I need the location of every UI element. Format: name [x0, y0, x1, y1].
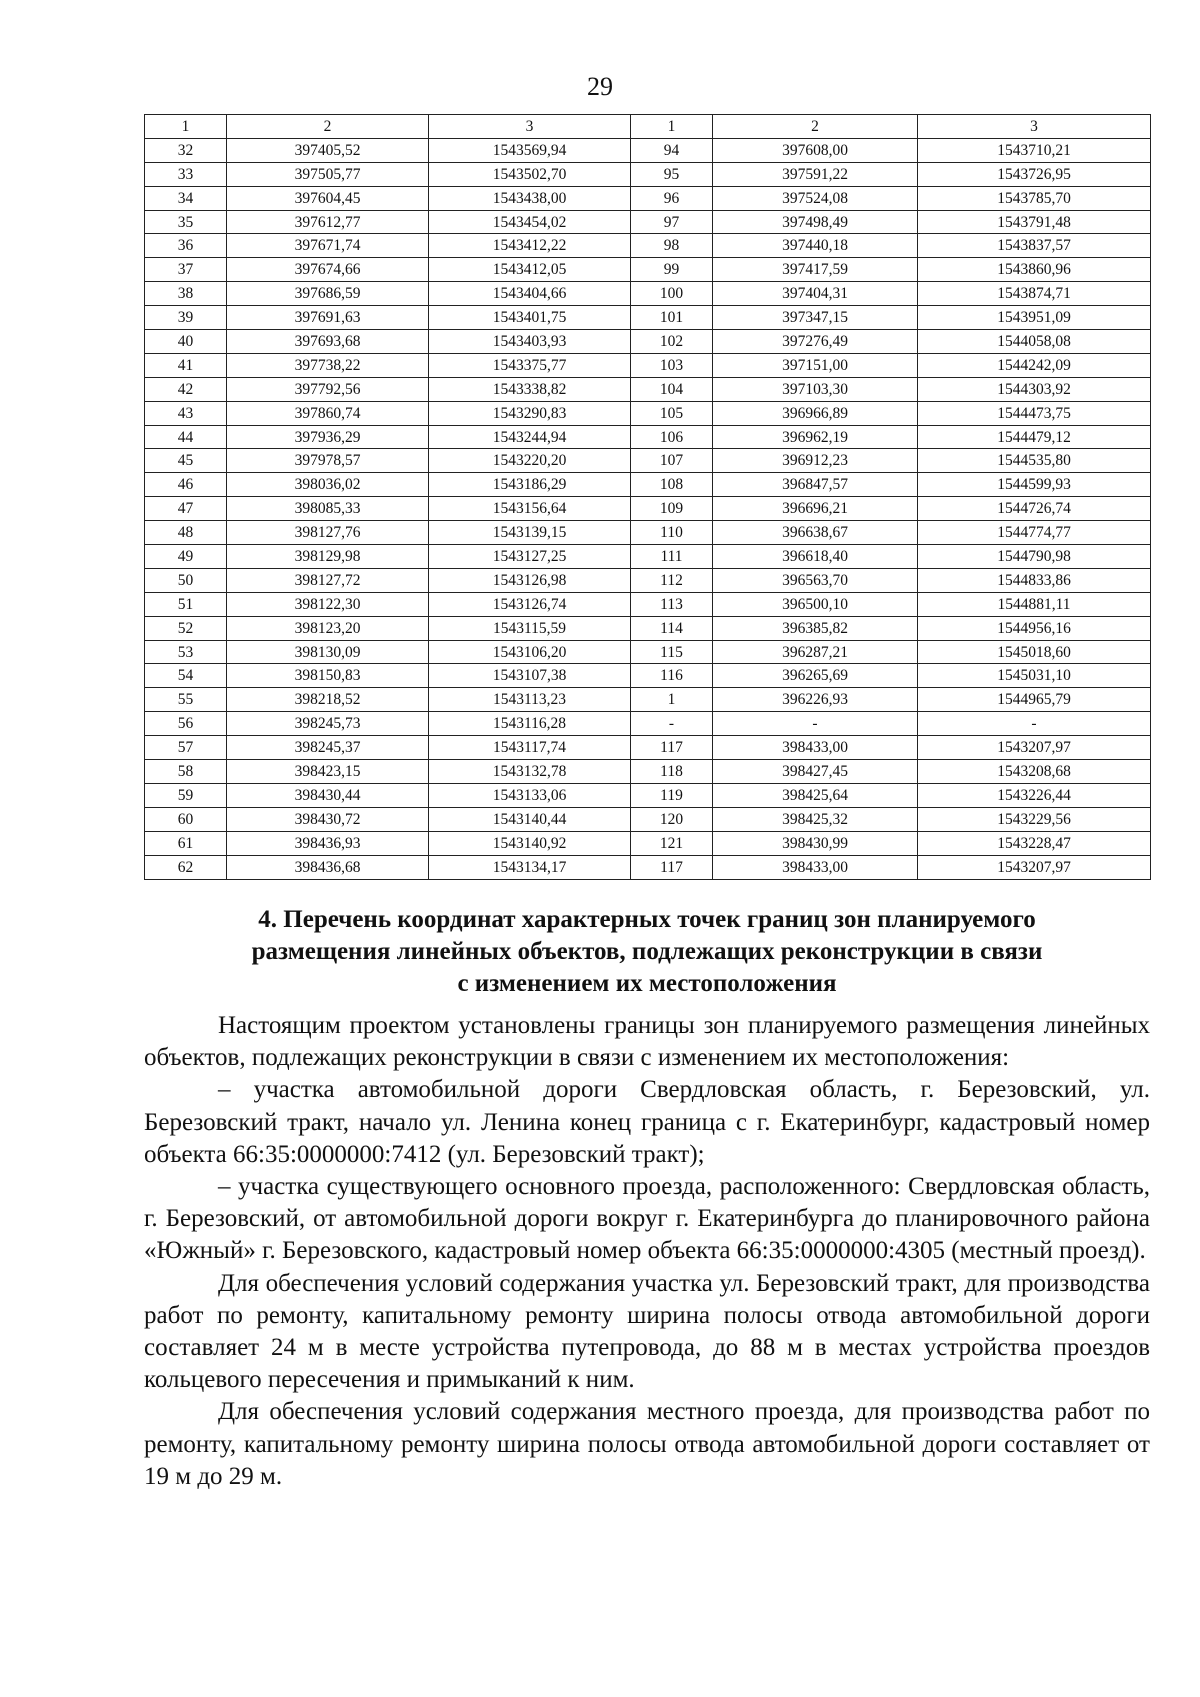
cell-point-number-right: 100	[631, 282, 713, 306]
header-point-number-left: 1	[145, 115, 227, 139]
cell-y-left: 1543127,25	[429, 545, 631, 569]
cell-x-right: 396696,21	[713, 497, 918, 521]
cell-point-number-right: 105	[631, 401, 713, 425]
table-row	[145, 688, 1151, 712]
cell-y-left: 1543140,92	[429, 831, 631, 855]
cell-y-left: 1543133,06	[429, 783, 631, 807]
cell-y-left: 1543126,98	[429, 568, 631, 592]
cell-point-number-left: 55	[145, 688, 227, 712]
cell-point-number-right: 98	[631, 234, 713, 258]
cell-y-left: 1543375,77	[429, 353, 631, 377]
table-row	[145, 330, 1151, 354]
cell-y-right: 1544956,16	[918, 616, 1151, 640]
cell-x-right: 396500,10	[713, 592, 918, 616]
cell-y-left: 1543132,78	[429, 760, 631, 784]
cell-point-number-left: 47	[145, 497, 227, 521]
cell-point-number-left: 41	[145, 353, 227, 377]
cell-x-left: 397693,68	[227, 330, 429, 354]
cell-point-number-right: 96	[631, 186, 713, 210]
cell-y-right: 1544881,11	[918, 592, 1151, 616]
cell-x-right: 396226,93	[713, 688, 918, 712]
cell-point-number-right: 117	[631, 855, 713, 879]
cell-point-number-right: 112	[631, 568, 713, 592]
table-row	[145, 783, 1151, 807]
table-row	[145, 592, 1151, 616]
cell-point-number-right: 119	[631, 783, 713, 807]
cell-y-right: 1543207,97	[918, 855, 1151, 879]
paragraph-intro: Настоящим проектом установлены границы зон планируемого размещения линейных объектов, подлежащих реконструкции в связи с изменением их местоположения:	[144, 1012, 1150, 1072]
table-row	[145, 736, 1151, 760]
cell-y-right: 1544726,74	[918, 497, 1151, 521]
cell-point-number-left: 56	[145, 712, 227, 736]
cell-x-left: 398130,09	[227, 640, 429, 664]
cell-point-number-left: 45	[145, 449, 227, 473]
cell-point-number-left: 53	[145, 640, 227, 664]
cell-y-left: 1543186,29	[429, 473, 631, 497]
cell-y-right: 1544473,75	[918, 401, 1151, 425]
table-row	[145, 855, 1151, 879]
table-row	[145, 807, 1151, 831]
cell-x-right: 397347,15	[713, 306, 918, 330]
cell-y-left: 1543117,74	[429, 736, 631, 760]
cell-y-left: 1543139,15	[429, 521, 631, 545]
table-row	[145, 449, 1151, 473]
table-row	[145, 473, 1151, 497]
table-row	[145, 282, 1151, 306]
cell-point-number-right: 102	[631, 330, 713, 354]
table-row	[145, 401, 1151, 425]
cell-x-right: 396966,89	[713, 401, 918, 425]
cell-x-right: 396962,19	[713, 425, 918, 449]
cell-y-left: 1543156,64	[429, 497, 631, 521]
cell-x-right: 396563,70	[713, 568, 918, 592]
cell-y-left: 1543134,17	[429, 855, 631, 879]
cell-point-number-right: 94	[631, 138, 713, 162]
cell-point-number-left: 60	[145, 807, 227, 831]
cell-x-right: 397417,59	[713, 258, 918, 282]
cell-point-number-left: 33	[145, 162, 227, 186]
cell-x-right: 396912,23	[713, 449, 918, 473]
cell-x-right: 398433,00	[713, 855, 918, 879]
paragraph-road-segment: – участка автомобильной дороги Свердловская область, г. Березовский, ул. Березовский тракт, начало ул. Ленина конец граница с г. Екатеринбург, кадастровый номер объекта 66:35:0000000:7412 (ул. Березовский тракт);	[144, 1076, 1150, 1168]
cell-x-left: 397792,56	[227, 377, 429, 401]
cell-x-left: 398218,52	[227, 688, 429, 712]
table-row	[145, 831, 1151, 855]
cell-y-right: 1543785,70	[918, 186, 1151, 210]
cell-point-number-right: 95	[631, 162, 713, 186]
cell-point-number-right: 108	[631, 473, 713, 497]
cell-x-right: 396385,82	[713, 616, 918, 640]
section-heading-line: 4. Перечень координат характерных точек границ зон планируемого	[258, 906, 1036, 933]
cell-point-number-right: 114	[631, 616, 713, 640]
cell-x-right: -	[713, 712, 918, 736]
cell-y-right: 1543226,44	[918, 783, 1151, 807]
cell-point-number-left: 58	[145, 760, 227, 784]
cell-y-left: 1543244,94	[429, 425, 631, 449]
cell-x-left: 398430,44	[227, 783, 429, 807]
cell-y-right: 1544058,08	[918, 330, 1151, 354]
cell-y-left: 1543403,93	[429, 330, 631, 354]
table-row	[145, 425, 1151, 449]
cell-y-right: 1544479,12	[918, 425, 1151, 449]
cell-point-number-right: 121	[631, 831, 713, 855]
cell-point-number-left: 43	[145, 401, 227, 425]
cell-y-right: 1544535,80	[918, 449, 1151, 473]
section-heading-line: размещения линейных объектов, подлежащих реконструкции в связи	[251, 938, 1043, 965]
cell-point-number-left: 37	[145, 258, 227, 282]
cell-x-left: 398150,83	[227, 664, 429, 688]
cell-point-number-left: 32	[145, 138, 227, 162]
cell-x-left: 397505,77	[227, 162, 429, 186]
cell-x-right: 397440,18	[713, 234, 918, 258]
table-row	[145, 664, 1151, 688]
cell-x-left: 397978,57	[227, 449, 429, 473]
cell-x-left: 397612,77	[227, 210, 429, 234]
cell-x-right: 398425,64	[713, 783, 918, 807]
cell-y-right: 1543229,56	[918, 807, 1151, 831]
section-4	[144, 904, 1150, 1493]
table-row	[145, 545, 1151, 569]
cell-x-left: 398122,30	[227, 592, 429, 616]
cell-point-number-right: 113	[631, 592, 713, 616]
table-row	[145, 712, 1151, 736]
cell-point-number-right: 106	[631, 425, 713, 449]
cell-point-number-right: 111	[631, 545, 713, 569]
cell-x-left: 398123,20	[227, 616, 429, 640]
cell-x-left: 397674,66	[227, 258, 429, 282]
cell-point-number-right: 107	[631, 449, 713, 473]
table-row	[145, 210, 1151, 234]
cell-point-number-left: 61	[145, 831, 227, 855]
cell-point-number-left: 62	[145, 855, 227, 879]
paragraph-passage-width: Для обеспечения условий содержания местного проезда, для производства работ по ремонту, капитальному ремонту ширина полосы отвода автомобильной дороги составляет от 19 м до 29 м.	[144, 1398, 1150, 1490]
cell-x-left: 398245,37	[227, 736, 429, 760]
cell-x-left: 397738,22	[227, 353, 429, 377]
header-point-number-right: 1	[631, 115, 713, 139]
header-x-right: 2	[713, 115, 918, 139]
cell-x-left: 397691,63	[227, 306, 429, 330]
cell-y-left: 1543502,70	[429, 162, 631, 186]
cell-y-right: 1543228,47	[918, 831, 1151, 855]
cell-point-number-left: 54	[145, 664, 227, 688]
cell-y-right: 1543726,95	[918, 162, 1151, 186]
cell-y-left: 1543404,66	[429, 282, 631, 306]
cell-x-right: 398430,99	[713, 831, 918, 855]
cell-x-left: 397604,45	[227, 186, 429, 210]
table-row	[145, 640, 1151, 664]
table-row	[145, 568, 1151, 592]
table-body	[145, 138, 1151, 879]
cell-y-left: 1543401,75	[429, 306, 631, 330]
cell-y-right: 1544303,92	[918, 377, 1151, 401]
cell-point-number-right: 115	[631, 640, 713, 664]
cell-y-left: 1543115,59	[429, 616, 631, 640]
cell-y-left: 1543107,38	[429, 664, 631, 688]
cell-x-right: 398427,45	[713, 760, 918, 784]
cell-y-right: 1543837,57	[918, 234, 1151, 258]
cell-x-left: 398436,68	[227, 855, 429, 879]
cell-point-number-left: 44	[145, 425, 227, 449]
cell-y-right: 1544833,86	[918, 568, 1151, 592]
cell-y-left: 1543290,83	[429, 401, 631, 425]
table-row	[145, 760, 1151, 784]
table-row	[145, 521, 1151, 545]
cell-point-number-right: 1	[631, 688, 713, 712]
cell-point-number-left: 39	[145, 306, 227, 330]
cell-y-left: 1543116,28	[429, 712, 631, 736]
cell-point-number-right: 117	[631, 736, 713, 760]
table-row	[145, 234, 1151, 258]
cell-point-number-right: 103	[631, 353, 713, 377]
table-row	[145, 306, 1151, 330]
table-row	[145, 258, 1151, 282]
cell-y-right: 1544774,77	[918, 521, 1151, 545]
cell-y-right: 1543791,48	[918, 210, 1151, 234]
cell-x-left: 398423,15	[227, 760, 429, 784]
cell-y-right: 1544599,93	[918, 473, 1151, 497]
coordinates-table	[144, 114, 1151, 880]
cell-point-number-left: 49	[145, 545, 227, 569]
cell-x-left: 398085,33	[227, 497, 429, 521]
cell-point-number-left: 38	[145, 282, 227, 306]
cell-point-number-left: 46	[145, 473, 227, 497]
cell-point-number-right: 97	[631, 210, 713, 234]
table-row	[145, 162, 1151, 186]
cell-y-right: 1544790,98	[918, 545, 1151, 569]
table-row	[145, 186, 1151, 210]
header-x-left: 2	[227, 115, 429, 139]
section-heading	[144, 904, 1150, 1000]
cell-x-left: 397686,59	[227, 282, 429, 306]
cell-y-left: 1543106,20	[429, 640, 631, 664]
header-y-right: 3	[918, 115, 1151, 139]
table-row	[145, 138, 1151, 162]
cell-x-left: 398127,76	[227, 521, 429, 545]
page-number: 29	[587, 72, 613, 101]
cell-point-number-left: 50	[145, 568, 227, 592]
section-heading-line: с изменением их местоположения	[457, 970, 837, 997]
cell-x-left: 397936,29	[227, 425, 429, 449]
cell-point-number-right: 99	[631, 258, 713, 282]
cell-x-right: 397151,00	[713, 353, 918, 377]
cell-y-left: 1543412,05	[429, 258, 631, 282]
cell-x-left: 398127,72	[227, 568, 429, 592]
cell-x-right: 396618,40	[713, 545, 918, 569]
cell-x-right: 397524,08	[713, 186, 918, 210]
cell-y-right: 1543860,96	[918, 258, 1151, 282]
cell-x-left: 398436,93	[227, 831, 429, 855]
cell-point-number-right: 101	[631, 306, 713, 330]
cell-y-right: -	[918, 712, 1151, 736]
cell-x-right: 396638,67	[713, 521, 918, 545]
cell-point-number-right: -	[631, 712, 713, 736]
cell-x-right: 398433,00	[713, 736, 918, 760]
cell-y-left: 1543569,94	[429, 138, 631, 162]
cell-x-left: 397405,52	[227, 138, 429, 162]
cell-y-left: 1543220,20	[429, 449, 631, 473]
cell-point-number-left: 51	[145, 592, 227, 616]
cell-x-right: 397498,49	[713, 210, 918, 234]
cell-y-right: 1544242,09	[918, 353, 1151, 377]
cell-x-right: 397103,30	[713, 377, 918, 401]
cell-y-right: 1544965,79	[918, 688, 1151, 712]
cell-point-number-left: 35	[145, 210, 227, 234]
cell-point-number-left: 52	[145, 616, 227, 640]
cell-point-number-left: 48	[145, 521, 227, 545]
cell-point-number-right: 110	[631, 521, 713, 545]
cell-point-number-left: 40	[145, 330, 227, 354]
cell-point-number-right: 104	[631, 377, 713, 401]
cell-point-number-right: 116	[631, 664, 713, 688]
cell-x-right: 396287,21	[713, 640, 918, 664]
table-row	[145, 616, 1151, 640]
cell-y-right: 1545031,10	[918, 664, 1151, 688]
cell-x-left: 397671,74	[227, 234, 429, 258]
cell-point-number-right: 109	[631, 497, 713, 521]
cell-x-left: 398036,02	[227, 473, 429, 497]
cell-y-right: 1543874,71	[918, 282, 1151, 306]
header-y-left: 3	[429, 115, 631, 139]
table-row	[145, 353, 1151, 377]
cell-point-number-right: 120	[631, 807, 713, 831]
cell-y-left: 1543113,23	[429, 688, 631, 712]
table-header-row	[145, 115, 1151, 139]
cell-y-right: 1543951,09	[918, 306, 1151, 330]
cell-x-right: 398425,32	[713, 807, 918, 831]
cell-point-number-right: 118	[631, 760, 713, 784]
cell-x-left: 398129,98	[227, 545, 429, 569]
cell-y-right: 1543207,97	[918, 736, 1151, 760]
cell-point-number-left: 57	[145, 736, 227, 760]
cell-y-right: 1545018,60	[918, 640, 1151, 664]
cell-y-left: 1543338,82	[429, 377, 631, 401]
cell-point-number-left: 42	[145, 377, 227, 401]
cell-point-number-left: 36	[145, 234, 227, 258]
cell-point-number-left: 59	[145, 783, 227, 807]
cell-x-right: 397608,00	[713, 138, 918, 162]
paragraph-road-width: Для обеспечения условий содержания участка ул. Березовский тракт, для производства работ по ремонту, капитальному ремонту ширина полосы отвода автомобильной дороги составляет 24 м в месте устройства путепровода, до 88 м в местах устройства проездов кольцевого пересечения и примыканий к ним.	[144, 1269, 1150, 1394]
cell-y-right: 1543208,68	[918, 760, 1151, 784]
cell-x-right: 396847,57	[713, 473, 918, 497]
cell-y-left: 1543454,02	[429, 210, 631, 234]
cell-y-right: 1543710,21	[918, 138, 1151, 162]
cell-point-number-left: 34	[145, 186, 227, 210]
cell-y-left: 1543126,74	[429, 592, 631, 616]
cell-x-right: 397276,49	[713, 330, 918, 354]
cell-x-left: 398430,72	[227, 807, 429, 831]
cell-y-left: 1543140,44	[429, 807, 631, 831]
cell-x-right: 397591,22	[713, 162, 918, 186]
table-row	[145, 497, 1151, 521]
cell-x-left: 398245,73	[227, 712, 429, 736]
cell-y-left: 1543438,00	[429, 186, 631, 210]
cell-x-right: 397404,31	[713, 282, 918, 306]
table-row	[145, 377, 1151, 401]
cell-x-right: 396265,69	[713, 664, 918, 688]
cell-y-left: 1543412,22	[429, 234, 631, 258]
cell-x-left: 397860,74	[227, 401, 429, 425]
paragraph-local-passage: – участка существующего основного проезда, расположенного: Свердловская область, г. Березовский, от автомобильной дороги вокруг г. Екатеринбурга до планировочного района «Южный» г. Березовского, кадастровый номер объекта 66:35:0000000:4305 (местный проезд).	[144, 1173, 1150, 1265]
